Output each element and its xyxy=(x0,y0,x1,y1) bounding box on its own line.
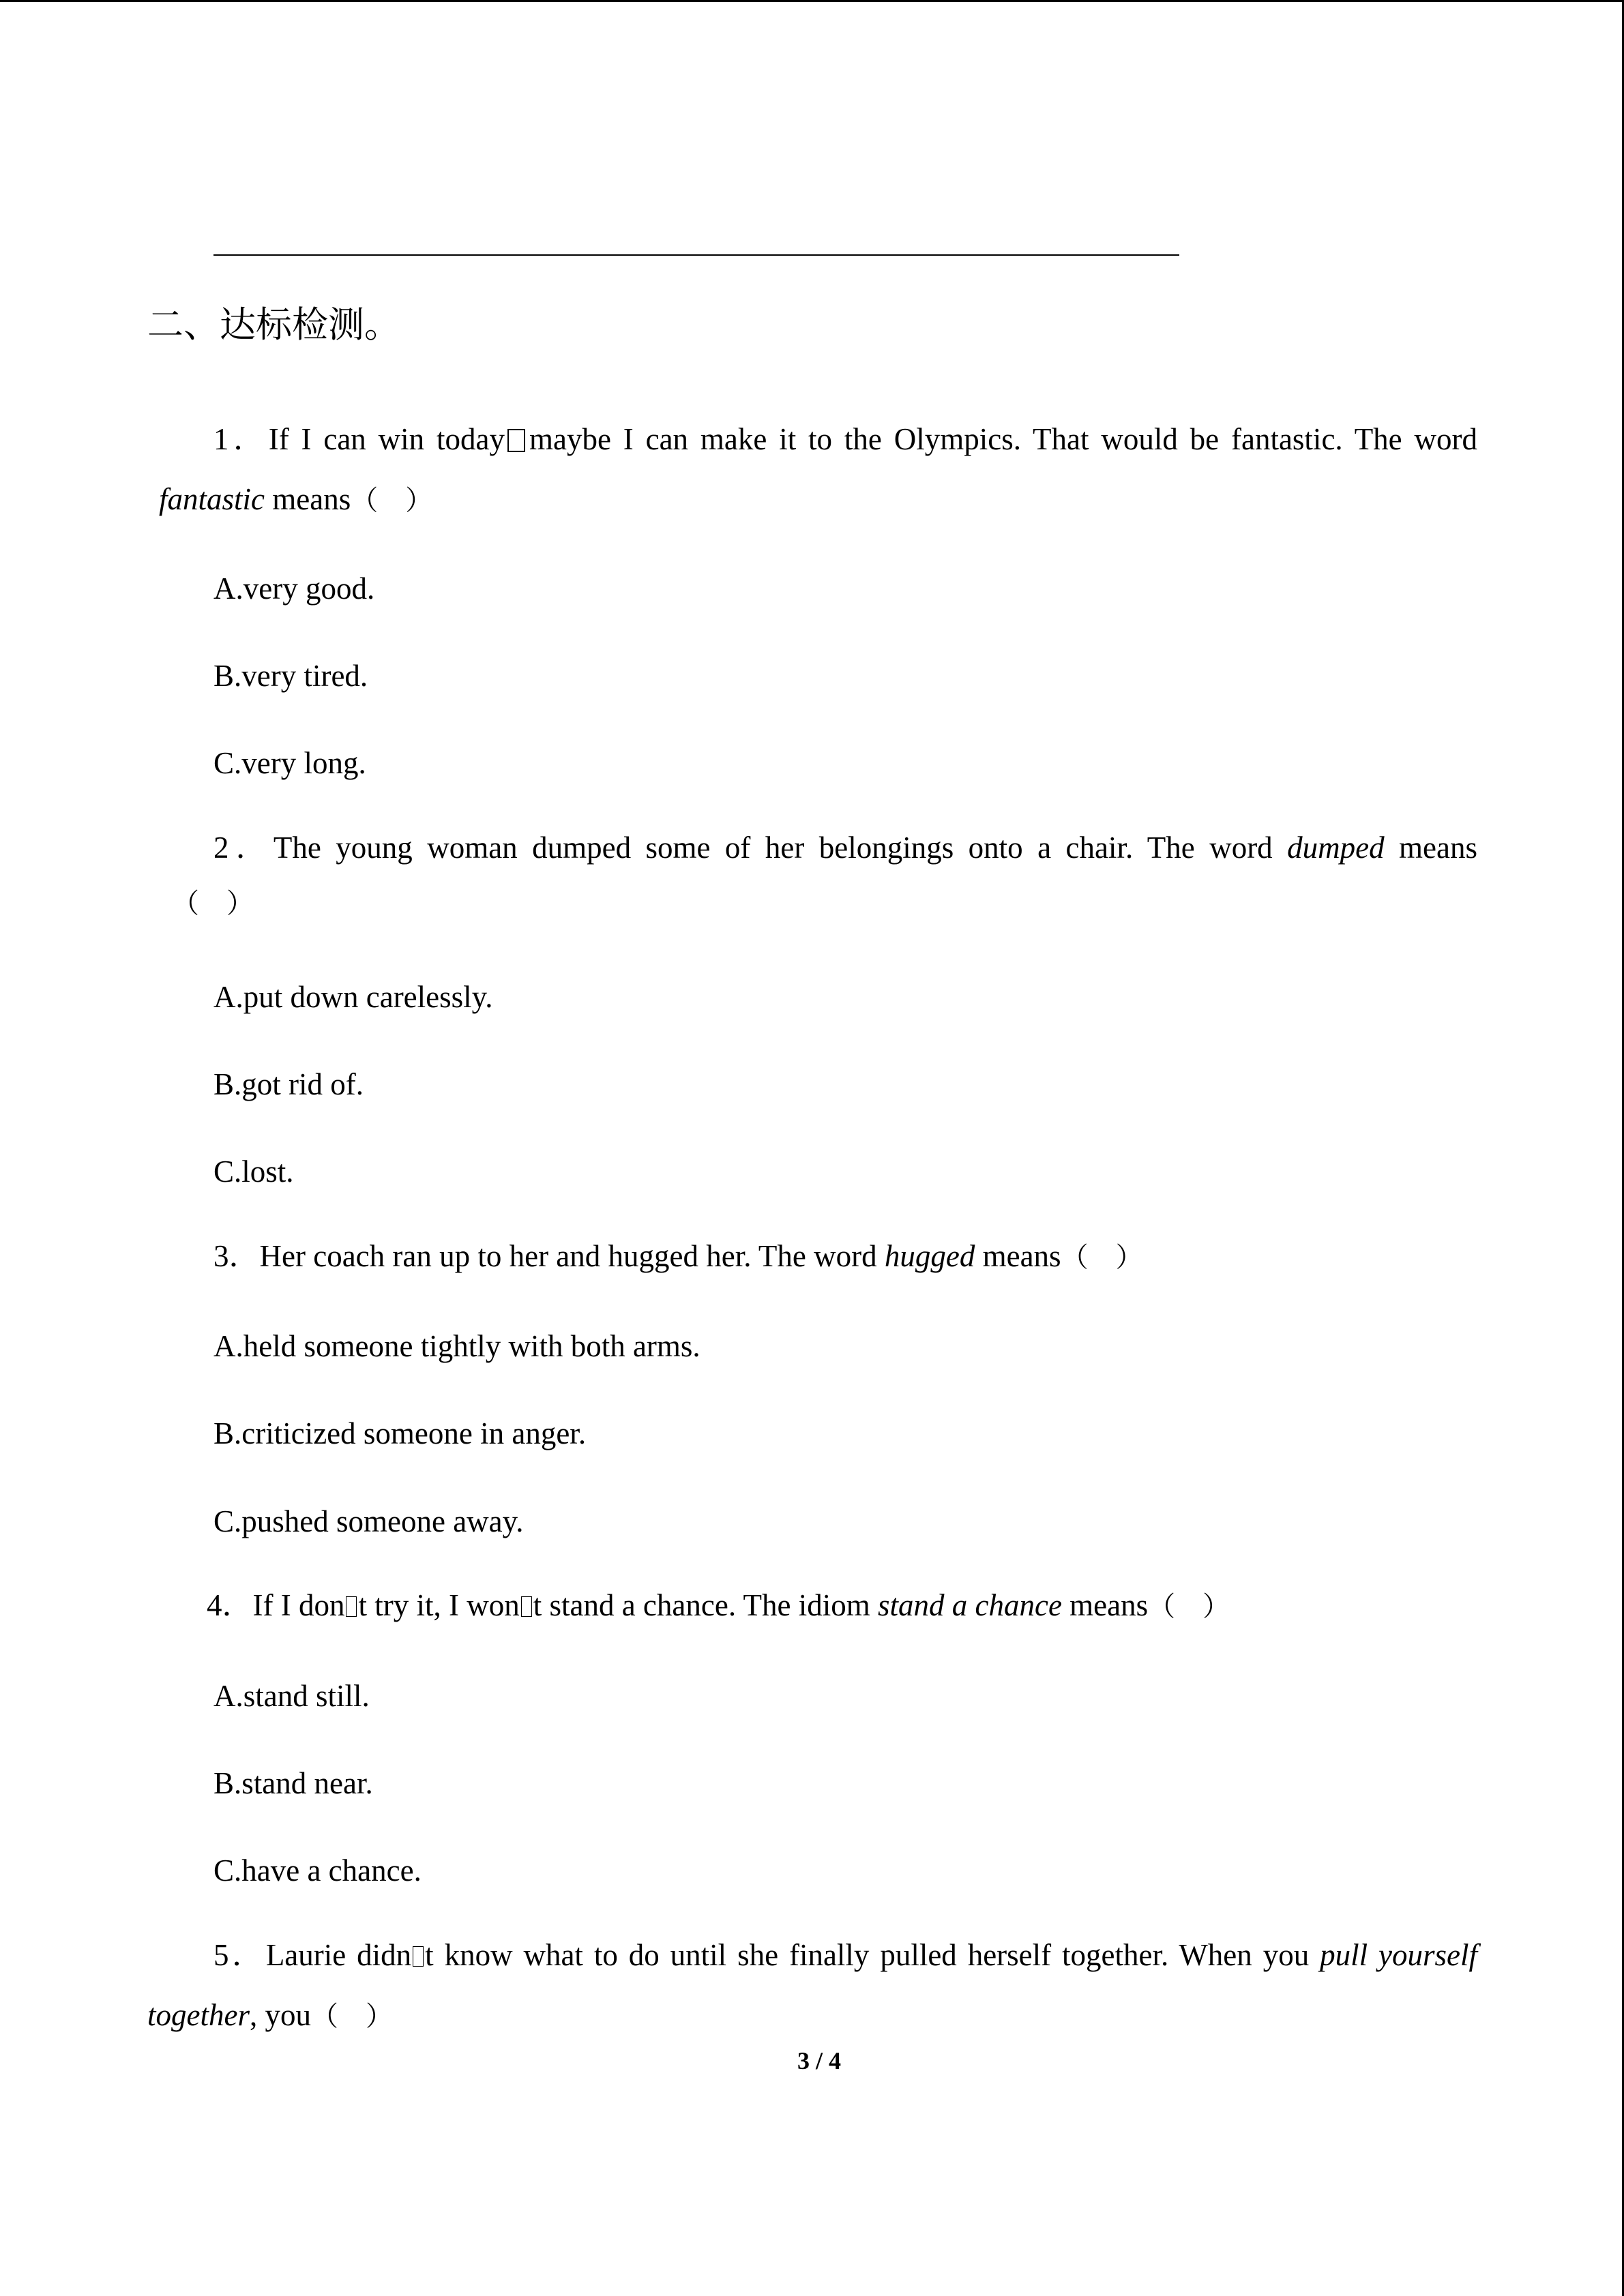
question-2-text-a: The young woman dumped some of her belongings onto a chair. The word xyxy=(273,831,1288,865)
question-5-text-c: , you xyxy=(249,1998,311,2032)
question-1-option-c: C.very long. xyxy=(213,746,366,780)
question-4-text-b: t try it, I won xyxy=(358,1588,520,1622)
question-1-text-b: maybe I can make it to the Olympics. That would be fantastic. The word xyxy=(529,422,1477,456)
question-1-line-2 xyxy=(159,484,432,515)
question-2-line-1 xyxy=(213,833,1477,863)
question-5-answer-blank: （ ） xyxy=(310,2001,393,2032)
question-3-number: 3． xyxy=(213,1239,260,1273)
question-1-answer-blank: （ ） xyxy=(351,485,433,516)
question-4-answer-blank: （ ） xyxy=(1148,1591,1230,1622)
question-3-text-b: means xyxy=(975,1239,1061,1273)
question-5-term-b: together xyxy=(147,1998,250,2032)
question-4-text-c: t stand a chance. The idiom xyxy=(533,1588,878,1622)
question-1-number: 1． xyxy=(213,422,269,456)
question-2-number: 2． xyxy=(213,831,274,865)
missing-glyph-icon xyxy=(413,1946,424,1967)
question-5-text-b: t know what to do until she finally pulled herself together. When you xyxy=(425,1938,1320,1972)
question-1-option-a: A.very good. xyxy=(213,571,375,606)
question-3-line-1 xyxy=(213,1241,1143,1272)
question-2-option-b: B.got rid of. xyxy=(213,1067,364,1101)
question-3-option-c: C.pushed someone away. xyxy=(213,1504,524,1538)
question-2-answer-blank: （ ） xyxy=(172,888,254,919)
question-3-option-a: A.held someone tightly with both arms. xyxy=(213,1329,700,1363)
missing-glyph-icon xyxy=(521,1596,532,1617)
answer-blank-line xyxy=(213,254,1179,256)
question-1-term: fantastic xyxy=(159,482,265,516)
question-4-option-b: B.stand near. xyxy=(213,1766,373,1800)
question-2-text-b: means xyxy=(1384,831,1478,865)
question-5-line-2 xyxy=(147,2000,393,2031)
question-1-line-1 xyxy=(213,424,1477,455)
question-1-text-c: means xyxy=(265,482,351,516)
page-number: 3 / 4 xyxy=(797,2047,842,2074)
question-4-number: 4． xyxy=(207,1588,253,1622)
section-title: 二、达标检测。 xyxy=(147,304,400,346)
question-2-option-a: A.put down carelessly. xyxy=(213,980,493,1014)
page-border-top xyxy=(0,0,1624,2)
question-4-option-a: A.stand still. xyxy=(213,1679,370,1713)
question-4-text-a: If I don xyxy=(252,1588,345,1622)
question-3-option-b: B.criticized someone in anger. xyxy=(213,1416,587,1450)
question-5-line-1 xyxy=(213,1940,1477,1971)
question-3-term: hugged xyxy=(884,1239,975,1273)
question-1-option-b: B.very tired. xyxy=(213,659,368,693)
question-3-answer-blank: （ ） xyxy=(1061,1242,1143,1273)
question-4-text-d: means xyxy=(1061,1588,1149,1622)
missing-glyph-icon xyxy=(507,429,525,452)
question-2-term: dumped xyxy=(1287,831,1385,865)
question-5-number: 5． xyxy=(213,1938,266,1972)
question-5-term-a: pull yourself xyxy=(1320,1938,1477,1972)
question-2-option-c: C.lost. xyxy=(213,1154,294,1189)
question-4-term: stand a chance xyxy=(877,1588,1062,1622)
question-3-text-a: Her coach ran up to her and hugged her. The word xyxy=(259,1239,885,1273)
question-5-text-a: Laurie didn xyxy=(265,1938,412,1972)
question-4-line-1 xyxy=(207,1590,1230,1621)
question-1-text-a: If I can win today xyxy=(268,422,505,456)
question-4-option-c: C.have a chance. xyxy=(213,1853,422,1888)
missing-glyph-icon xyxy=(346,1596,357,1617)
